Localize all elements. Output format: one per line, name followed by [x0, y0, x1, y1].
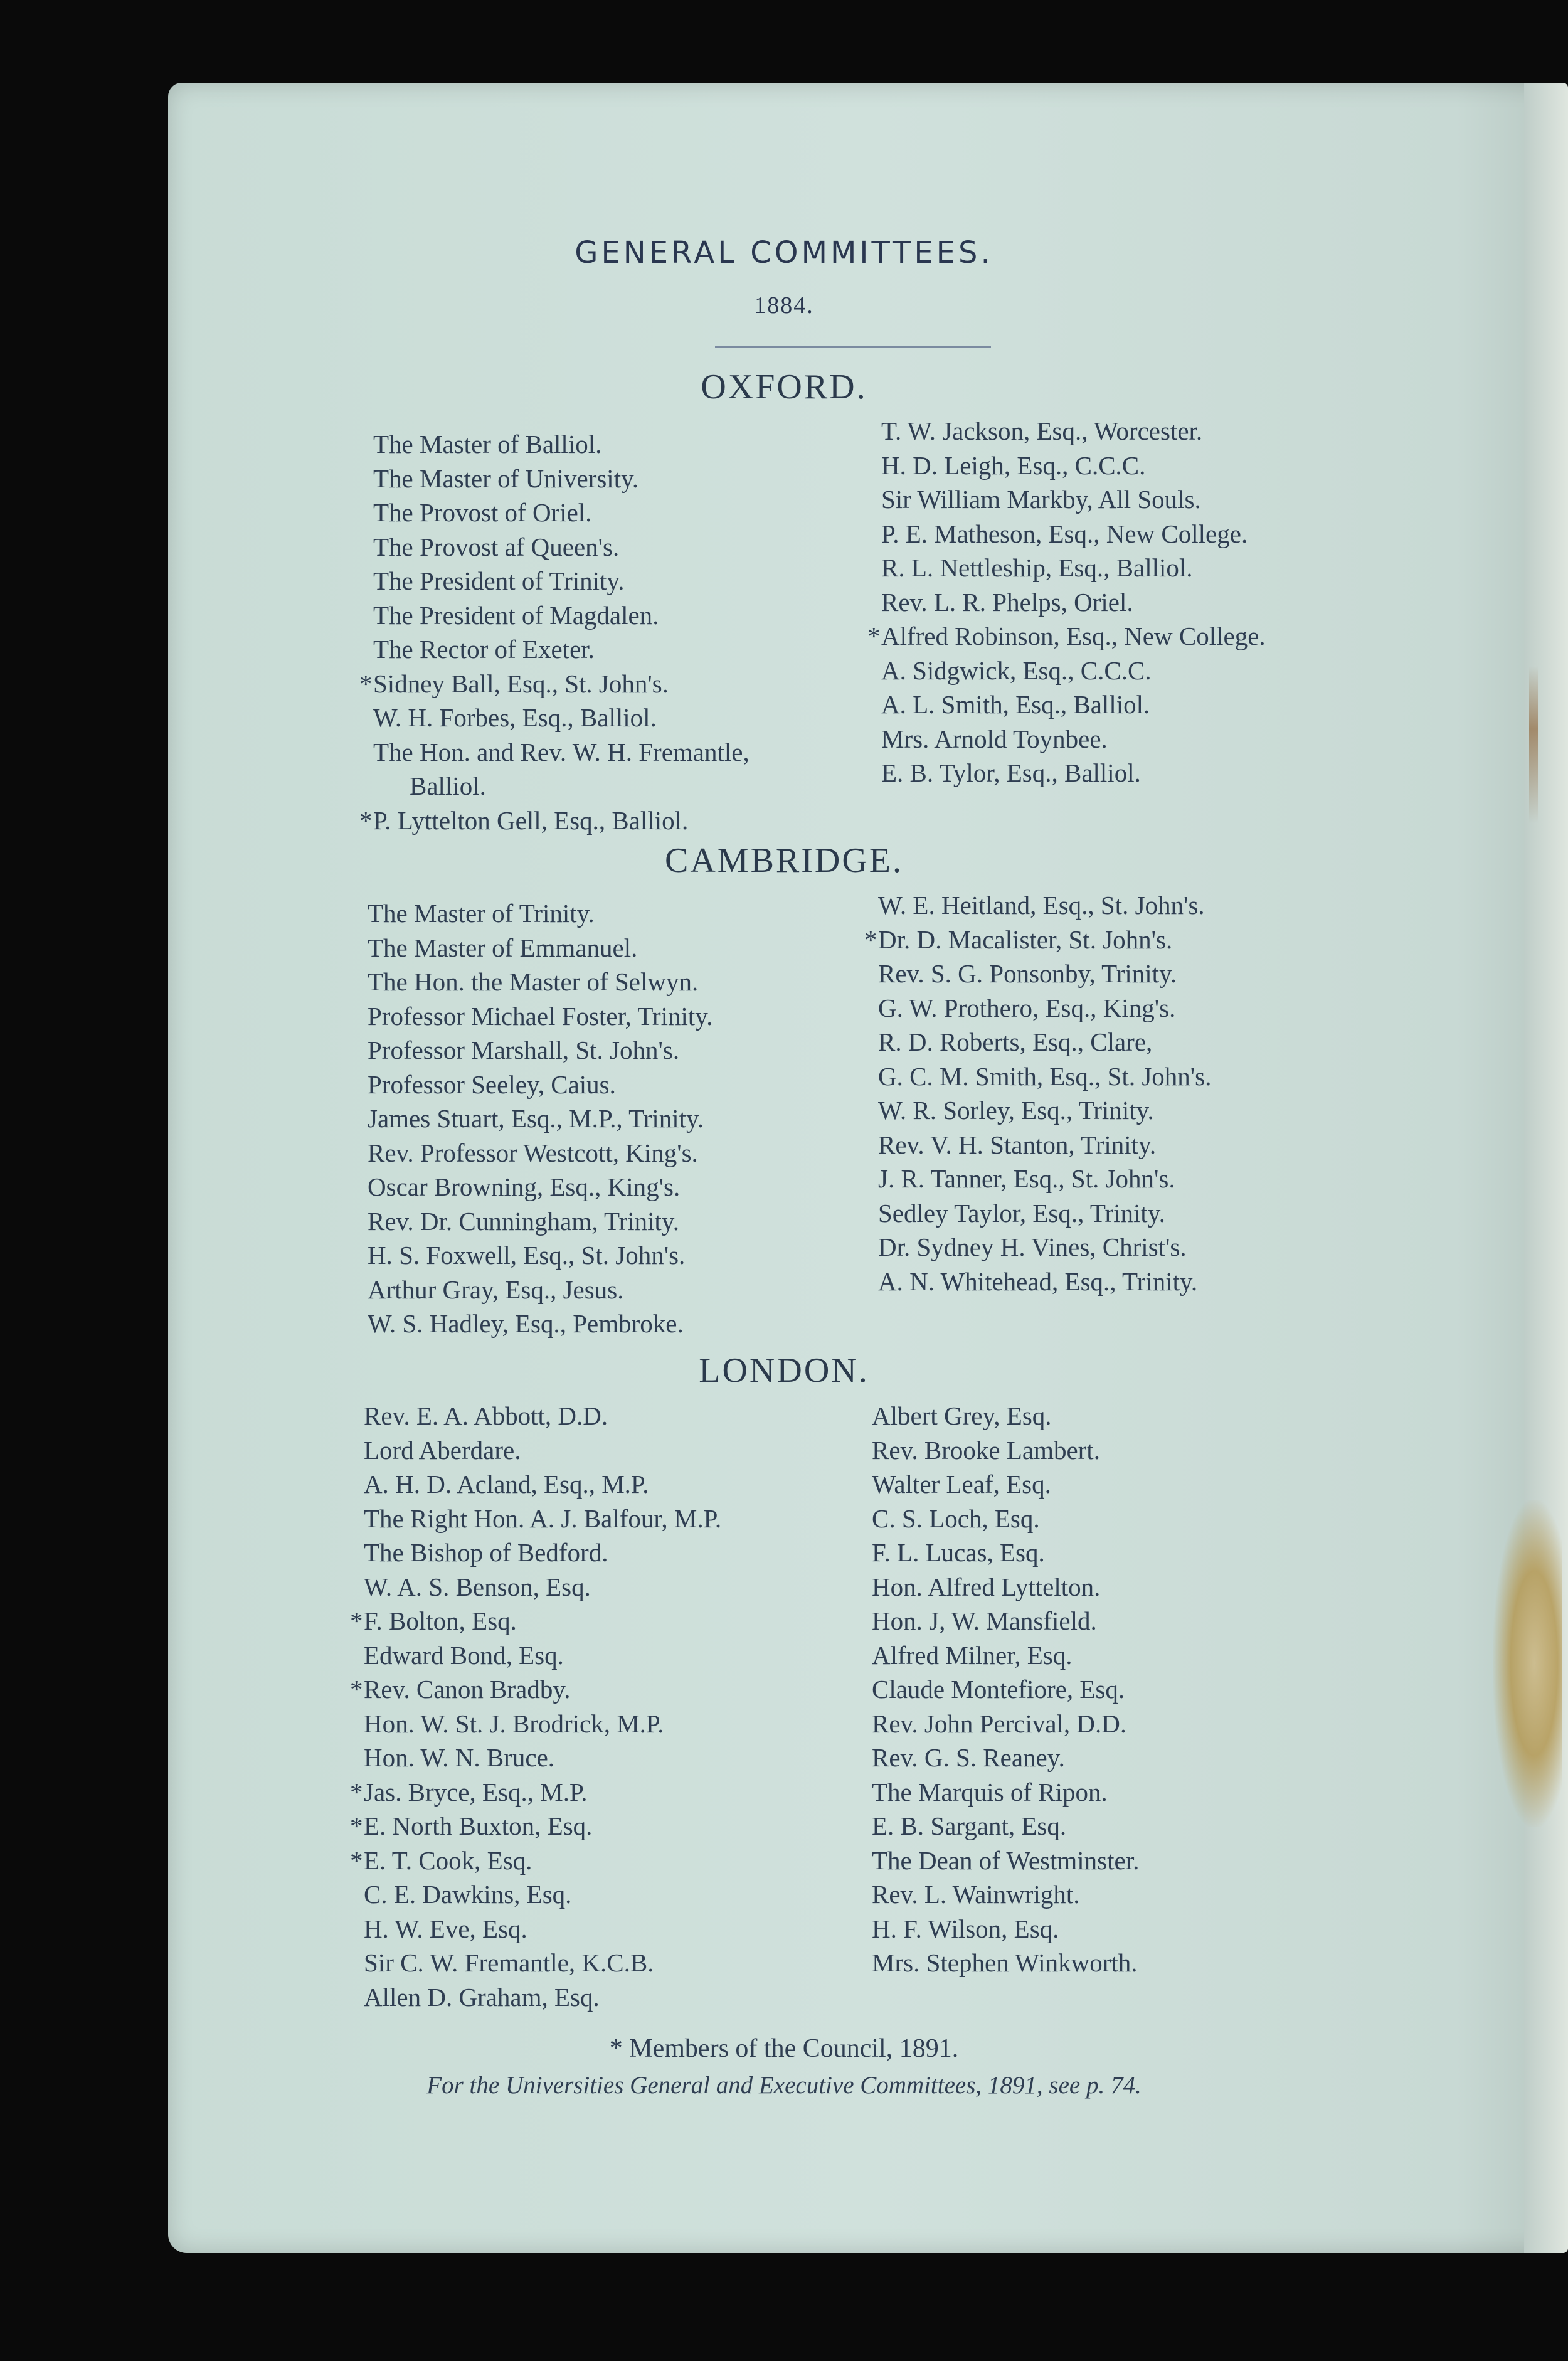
member-name: The Master of Emmanuel.: [368, 933, 638, 962]
committee-member: [872, 1638, 1139, 1673]
member-name: P. E. Matheson, Esq., New College.: [881, 519, 1248, 548]
committee-member: [368, 965, 712, 999]
committee-member: [872, 1809, 1139, 1844]
committee-member: [364, 1980, 721, 2015]
committee-member: [878, 1025, 1211, 1059]
member-name: Sedley Taylor, Esq., Trinity.: [878, 1198, 1165, 1228]
committee-member: [364, 1912, 721, 1946]
member-name: Hon. W. St. J. Brodrick, M.P.: [364, 1709, 664, 1738]
member-name: The Provost of Oriel.: [373, 498, 592, 527]
member-name: Professor Michael Foster, Trinity.: [368, 1001, 713, 1031]
committee-member: [368, 1307, 712, 1341]
london-right-column: [872, 1399, 1139, 1980]
committee-member: [872, 1604, 1139, 1638]
council-member-marker: *: [350, 1675, 363, 1704]
member-name: Claude Montefiore, Esq.: [872, 1675, 1125, 1704]
member-name: A. N. Whitehead, Esq., Trinity.: [878, 1266, 1198, 1296]
committee-member: [878, 1128, 1211, 1162]
committee-member: [368, 1170, 712, 1204]
committee-member: [350, 1844, 721, 1878]
member-name: R. L. Nettleship, Esq., Balliol.: [881, 553, 1193, 582]
committee-member: [878, 1093, 1211, 1128]
member-name: Oscar Browning, Esq., King's.: [368, 1172, 681, 1201]
member-name: Arthur Gray, Esq., Jesus.: [368, 1275, 624, 1304]
committee-member: [368, 1068, 712, 1102]
oxford-right-column: [867, 414, 1266, 790]
member-name: Sir C. W. Fremantle, K.C.B.: [364, 1948, 654, 1977]
committee-member: [872, 1672, 1139, 1707]
committee-member: [872, 1946, 1139, 1980]
committee-member: [878, 1162, 1211, 1196]
council-member-marker: *: [359, 805, 373, 835]
member-name: Rev. G. S. Reaney.: [872, 1743, 1065, 1772]
member-name: P. Lyttelton Gell, Esq., Balliol.: [373, 805, 689, 835]
committee-member: [881, 414, 1266, 448]
committee-member: [364, 1741, 721, 1775]
member-name: Professor Marshall, St. John's.: [368, 1036, 680, 1064]
committee-member: [878, 1265, 1211, 1299]
committee-member: [368, 1033, 712, 1068]
member-name: Hon. W. N. Bruce.: [364, 1743, 555, 1772]
member-name: Rev. L. R. Phelps, Oriel.: [881, 587, 1133, 617]
committee-member: [881, 448, 1266, 483]
committee-member: [373, 769, 750, 804]
member-name: Rev. L. Wainwright.: [872, 1880, 1080, 1909]
committee-member: [364, 1638, 721, 1673]
committee-member: [867, 619, 1266, 654]
member-name: C. S. Loch, Esq.: [872, 1504, 1040, 1533]
member-name: James Stuart, Esq., M.P., Trinity.: [368, 1104, 704, 1133]
committee-member: [368, 896, 712, 931]
member-name: J. R. Tanner, Esq., St. John's.: [878, 1164, 1175, 1193]
member-name: The Hon. the Master of Selwyn.: [368, 967, 699, 996]
section-heading-london: LONDON.: [699, 1351, 869, 1390]
member-name: Dr. Sydney H. Vines, Christ's.: [878, 1233, 1187, 1261]
council-member-marker: *: [864, 925, 877, 954]
member-name: Sir William Markby, All Souls.: [881, 485, 1201, 514]
committee-member: [364, 1467, 721, 1502]
divider-rule: [715, 346, 991, 348]
member-name: H. D. Leigh, Esq., C.C.C.: [881, 450, 1146, 480]
member-name: Mrs. Stephen Winkworth.: [872, 1948, 1138, 1977]
member-name: W. A. S. Benson, Esq.: [364, 1572, 591, 1601]
member-name: C. E. Dawkins, Esq.: [364, 1880, 572, 1909]
member-name: Sidney Ball, Esq., St. John's.: [373, 669, 669, 698]
committee-member: [872, 1844, 1139, 1878]
section-heading-oxford: OXFORD.: [701, 368, 867, 406]
committee-member: [373, 427, 750, 462]
page-title: GENERAL COMMITTEES.: [575, 235, 993, 270]
member-name: Rev. V. H. Stanton, Trinity.: [878, 1130, 1157, 1159]
committee-member: [872, 1536, 1139, 1570]
committee-member: [881, 482, 1266, 517]
committee-member: [373, 701, 750, 735]
committee-member: [878, 957, 1211, 991]
member-name: Jas. Bryce, Esq., M.P.: [364, 1777, 588, 1807]
committee-member: [368, 1136, 712, 1170]
year-label: 1884.: [754, 292, 814, 319]
committee-member: [364, 1877, 721, 1912]
rust-mark: [1529, 666, 1538, 823]
committee-member: [364, 1502, 721, 1536]
member-name: W. H. Forbes, Esq., Balliol.: [373, 703, 657, 732]
committee-member: [872, 1877, 1139, 1912]
member-name: The President of Magdalen.: [373, 600, 659, 630]
committee-member: [872, 1912, 1139, 1946]
committee-member: [878, 888, 1211, 923]
member-name: Edward Bond, Esq.: [364, 1640, 564, 1670]
committee-member: [373, 632, 750, 667]
committee-member: [878, 1196, 1211, 1231]
paper-stain: [1493, 1500, 1562, 1827]
member-name: Hon. Alfred Lyttelton.: [872, 1572, 1101, 1601]
member-name: H. W. Eve, Esq.: [364, 1914, 527, 1943]
committee-member: [881, 722, 1266, 756]
member-name: F. L. Lucas, Esq.: [872, 1538, 1045, 1567]
member-name: A. H. D. Acland, Esq., M.P.: [364, 1470, 649, 1499]
page-edge: [1524, 83, 1568, 2253]
council-member-marker: *: [359, 669, 373, 698]
oxford-left-column: [359, 427, 750, 837]
committee-member: [364, 1399, 721, 1433]
member-name: Rev. S. G. Ponsonby, Trinity.: [878, 959, 1177, 988]
member-name: The President of Trinity.: [373, 566, 625, 595]
member-name: Rev. Professor Westcott, King's.: [368, 1138, 698, 1167]
member-name: The Provost af Queen's.: [373, 532, 620, 561]
member-name: The Marquis of Ripon.: [872, 1777, 1108, 1807]
committee-member: [881, 654, 1266, 688]
member-name: W. S. Hadley, Esq., Pembroke.: [368, 1309, 684, 1338]
committee-member: [350, 1672, 721, 1707]
committee-member: [872, 1467, 1139, 1502]
member-name: A. L. Smith, Esq., Balliol.: [881, 690, 1150, 719]
committee-member: [350, 1809, 721, 1844]
member-name: A. Sidgwick, Esq., C.C.C.: [881, 655, 1152, 685]
member-name: Walter Leaf, Esq.: [872, 1470, 1051, 1499]
member-name: Balliol.: [410, 772, 486, 800]
member-name: Albert Grey, Esq.: [872, 1401, 1052, 1430]
member-name: Rev. E. A. Abbott, D.D.: [364, 1401, 608, 1430]
cambridge-left-column: [368, 896, 712, 1341]
member-name: The Dean of Westminster.: [872, 1845, 1140, 1875]
committee-member: [368, 931, 712, 965]
committee-member: [359, 667, 750, 701]
member-name: T. W. Jackson, Esq., Worcester.: [881, 416, 1203, 445]
committee-member: [368, 1238, 712, 1273]
member-name: The Bishop of Bedford.: [364, 1538, 608, 1567]
member-name: Dr. D. Macalister, St. John's.: [878, 925, 1173, 954]
member-name: H. F. Wilson, Esq.: [872, 1914, 1059, 1943]
council-member-marker: *: [350, 1777, 363, 1807]
member-name: F. Bolton, Esq.: [364, 1606, 517, 1635]
committee-member: [872, 1502, 1139, 1536]
committee-member: [368, 1273, 712, 1307]
member-name: The Right Hon. A. J. Balfour, M.P.: [364, 1504, 722, 1533]
member-name: E. B. Tylor, Esq., Balliol.: [881, 758, 1141, 787]
member-name: Alfred Milner, Esq.: [872, 1640, 1073, 1670]
committee-member: [878, 991, 1211, 1026]
committee-member: [872, 1399, 1139, 1433]
reference-footnote: For the Universities General and Executive Committees, 1891, see p. 74.: [426, 2072, 1142, 2099]
member-name: Rev. Brooke Lambert.: [872, 1435, 1100, 1465]
member-name: Lord Aberdare.: [364, 1435, 521, 1465]
member-name: E. North Buxton, Esq.: [364, 1812, 593, 1840]
committee-member: [364, 1707, 721, 1741]
cambridge-right-column: [864, 888, 1212, 1298]
committee-member: [373, 530, 750, 565]
committee-member: [881, 585, 1266, 620]
committee-member: [878, 1059, 1211, 1094]
committee-member: [359, 804, 750, 838]
committee-member: [872, 1741, 1139, 1775]
member-name: Hon. J, W. Mansfield.: [872, 1606, 1097, 1635]
committee-member: [350, 1604, 721, 1638]
committee-member: [872, 1570, 1139, 1605]
committee-member: [364, 1570, 721, 1605]
member-name: The Master of Balliol.: [373, 430, 602, 459]
member-name: The Master of Trinity.: [368, 899, 595, 928]
london-left-column: [350, 1399, 722, 2014]
council-member-marker: *: [867, 622, 881, 650]
committee-member: [373, 598, 750, 633]
committee-member: [881, 756, 1266, 790]
council-member-marker: *: [350, 1606, 363, 1635]
member-name: The Master of University.: [373, 464, 639, 493]
committee-member: [364, 1433, 721, 1468]
committee-member: [881, 551, 1266, 585]
member-name: The Rector of Exeter.: [373, 635, 595, 664]
committee-member: [872, 1775, 1139, 1810]
member-name: E. T. Cook, Esq.: [364, 1845, 532, 1875]
member-name: W. E. Heitland, Esq., St. John's.: [878, 891, 1205, 920]
member-name: Professor Seeley, Caius.: [368, 1069, 616, 1099]
committee-member: [864, 923, 1211, 957]
member-name: E. B. Sargant, Esq.: [872, 1812, 1067, 1840]
committee-member: [364, 1946, 721, 1980]
council-member-marker: *: [350, 1845, 363, 1875]
council-footnote: * Members of the Council, 1891.: [609, 2034, 959, 2063]
committee-member: [373, 496, 750, 530]
member-name: Rev. Canon Bradby.: [364, 1675, 571, 1704]
committee-member: [373, 735, 750, 770]
committee-member: [878, 1230, 1211, 1265]
committee-member: [368, 999, 712, 1034]
member-name: Rev. Dr. Cunningham, Trinity.: [368, 1206, 679, 1236]
committee-member: [364, 1536, 721, 1570]
committee-member: [881, 687, 1266, 722]
committee-member: [373, 564, 750, 598]
committee-member: [881, 517, 1266, 551]
committee-member: [368, 1101, 712, 1136]
member-name: The Hon. and Rev. W. H. Fremantle,: [373, 737, 750, 767]
council-member-marker: *: [350, 1812, 363, 1840]
committee-member: [350, 1775, 721, 1810]
section-heading-cambridge: CAMBRIDGE.: [664, 841, 904, 880]
committee-member: [368, 1204, 712, 1239]
member-name: R. D. Roberts, Esq., Clare,: [878, 1027, 1153, 1056]
member-name: G. C. M. Smith, Esq., St. John's.: [878, 1061, 1212, 1091]
committee-member: [872, 1433, 1139, 1468]
member-name: W. R. Sorley, Esq., Trinity.: [878, 1096, 1154, 1125]
member-name: H. S. Foxwell, Esq., St. John's.: [368, 1241, 686, 1270]
member-name: Allen D. Graham, Esq.: [364, 1982, 600, 2012]
committee-member: [373, 462, 750, 496]
committee-member: [872, 1707, 1139, 1741]
member-name: Rev. John Percival, D.D.: [872, 1709, 1127, 1738]
member-name: Mrs. Arnold Toynbee.: [881, 724, 1108, 753]
member-name: Alfred Robinson, Esq., New College.: [881, 622, 1266, 650]
member-name: G. W. Prothero, Esq., King's.: [878, 993, 1176, 1022]
